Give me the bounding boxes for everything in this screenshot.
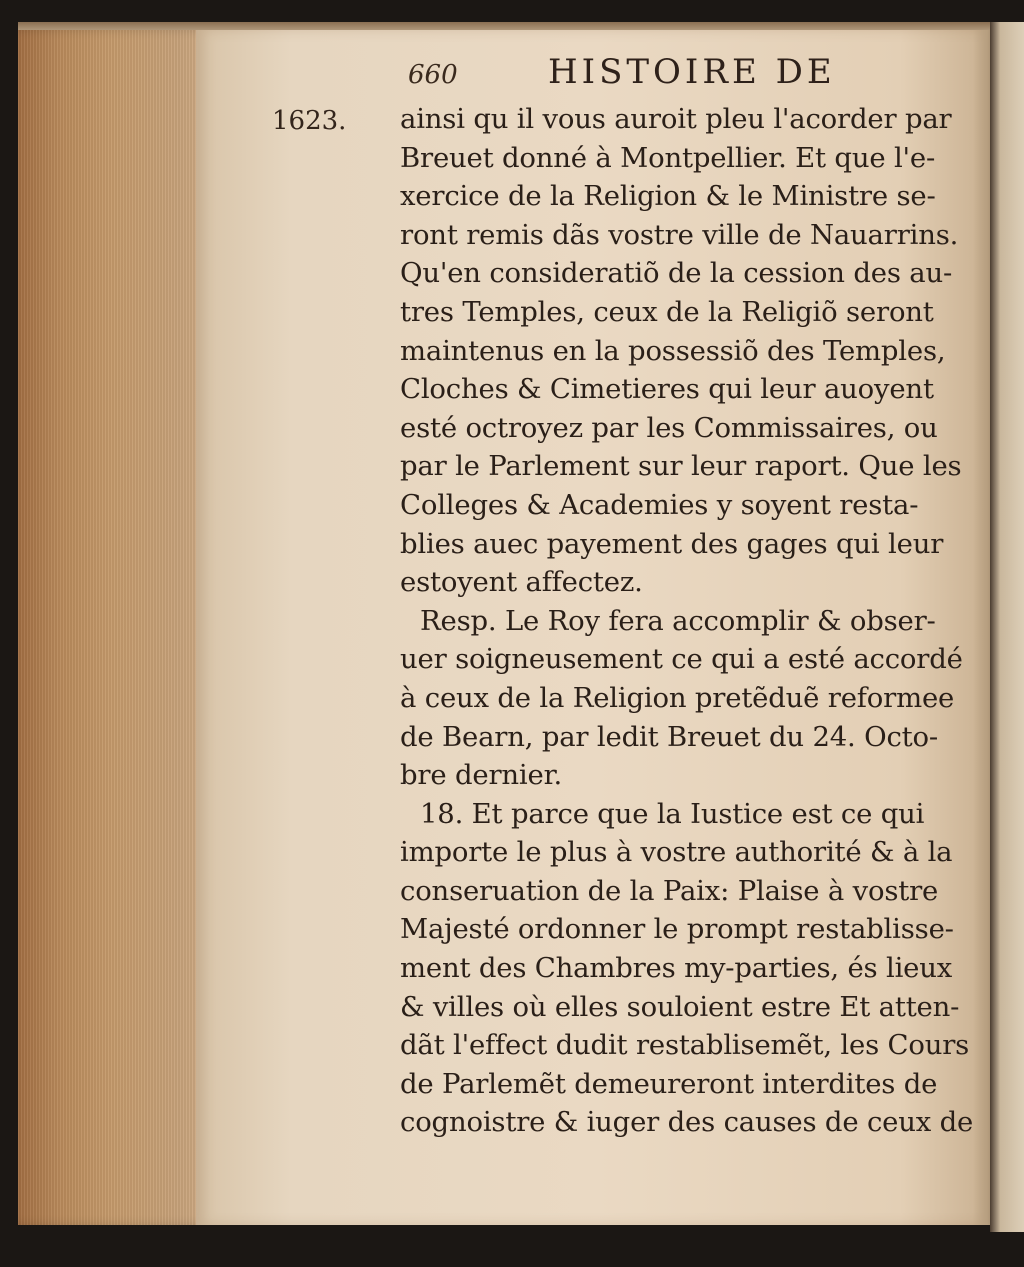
text-line: ment des Chambres my-parties, és lieux xyxy=(400,952,953,985)
page-number: 660 xyxy=(408,60,458,90)
text-line: ront remis dãs vostre ville de Nauarrins. xyxy=(400,218,959,251)
text-line: uer soigneusement ce qui a esté accordé xyxy=(400,643,963,676)
text-line: dãt l'effect dudit restablisemẽt, les Cours xyxy=(400,1029,970,1062)
text-line: Cloches & Cimetieres qui leur auoyent xyxy=(400,373,934,406)
text-line: importe le plus à vostre authorité & à la xyxy=(400,836,953,869)
text-line: ainsi qu il vous auroit pleu l'acorder par xyxy=(400,103,952,135)
text-line: 18. Et parce que la Iustice est ce qui xyxy=(420,797,925,830)
text-line: conseruation de la Paix: Plaise à vostre xyxy=(400,874,939,907)
facing-page-edge xyxy=(990,22,1024,1232)
text-line: tres Temples, ceux de la Religiõ seront xyxy=(400,295,934,328)
text-line: par le Parlement sur leur raport. Que les xyxy=(400,450,962,483)
text-line: & villes où elles souloient estre Et atten- xyxy=(400,990,960,1023)
text-line: Majesté ordonner le prompt restablisse- xyxy=(400,913,954,946)
running-title: HISTOIRE DE xyxy=(548,52,836,92)
text-line: de Parlemẽt demeureront interdites de xyxy=(400,1067,938,1100)
body-text xyxy=(400,100,974,1142)
text-line: estoyent affectez. xyxy=(400,566,643,599)
text-line: à ceux de la Religion pretẽduẽ reformee xyxy=(400,681,955,714)
text-line: esté octroyez par les Commissaires, ou xyxy=(400,411,938,444)
text-line: xercice de la Religion & le Ministre se- xyxy=(400,180,936,213)
text-line: Colleges & Academies y soyent resta- xyxy=(400,488,919,521)
text-line: bre dernier. xyxy=(400,759,563,792)
margin-year: 1623. xyxy=(272,106,347,136)
text-line: Resp. Le Roy fera accomplir & obser- xyxy=(420,604,936,637)
text-line: Breuet donné à Montpellier. Et que l'e- xyxy=(400,141,936,174)
text-line: cognoistre & iuger des causes de ceux de xyxy=(400,1106,974,1139)
text-line: Qu'en consideratiõ de la cession des au- xyxy=(400,257,953,290)
text-line: blies auec payement des gages qui leur xyxy=(400,527,944,560)
text-line: de Bearn, par ledit Breuet du 24. Octo- xyxy=(400,720,938,753)
text-line: maintenus en la possessiõ des Temples, xyxy=(400,334,946,367)
